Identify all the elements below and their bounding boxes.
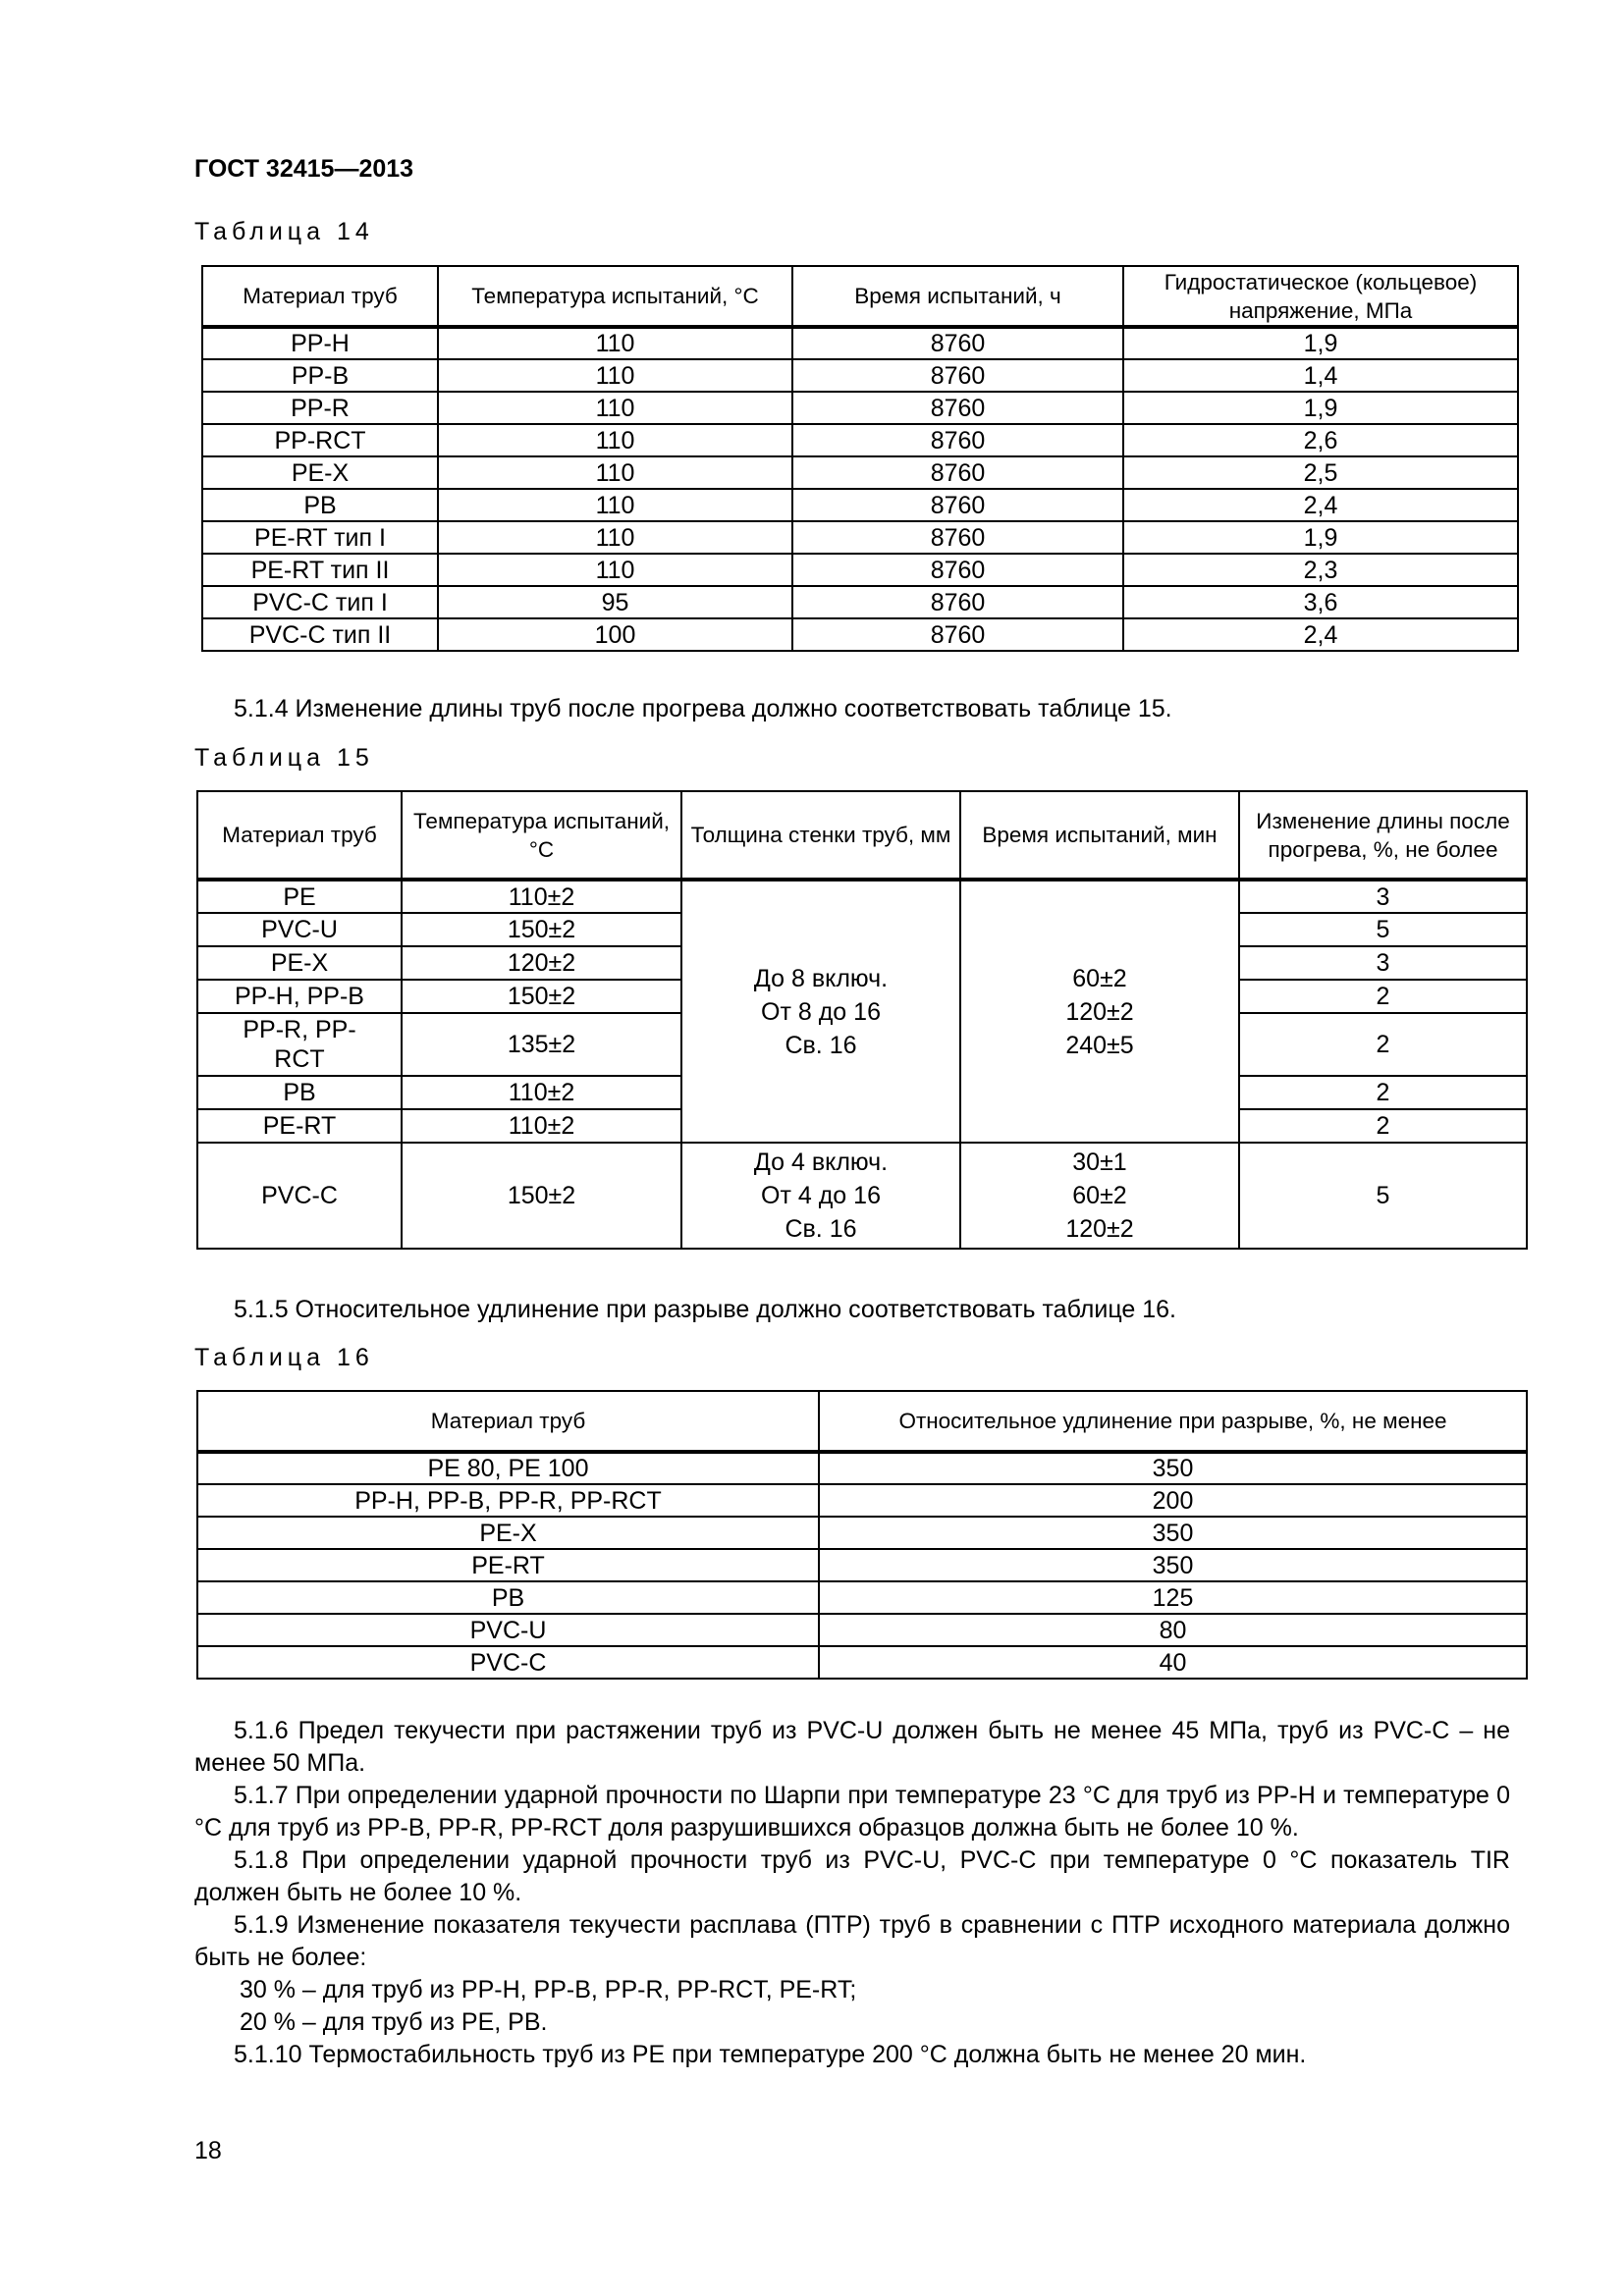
table-cell: PP-H	[202, 327, 438, 359]
table-cell: 8760	[792, 327, 1123, 359]
table-row	[202, 586, 1518, 618]
table-cell: 110	[438, 424, 792, 456]
table-row	[197, 1517, 1527, 1549]
table-cell: PE-X	[197, 1517, 819, 1549]
table-cell: PVC-U	[197, 1614, 819, 1646]
list-item: 30 % – для труб из PP-H, PP-B, PP-R, PP-RCT, PE-RT;	[240, 1976, 857, 2003]
table-row	[197, 1452, 1527, 1484]
table-header-cell: Изменение длины после прогрева, %, не более	[1239, 791, 1527, 880]
table-row	[202, 456, 1518, 489]
table-cell: 2,4	[1123, 489, 1518, 521]
paragraph-5-1-5	[194, 1294, 1510, 1326]
table-14-caption: Таблица 14	[194, 218, 374, 245]
table-cell: 110±2	[402, 1109, 681, 1143]
table-cell: 150±2	[402, 980, 681, 1013]
table-cell: 3	[1239, 946, 1527, 980]
table-cell: 110	[438, 456, 792, 489]
table-cell	[681, 1143, 960, 1249]
table-row	[197, 880, 1527, 913]
table-cell: PP-RCT	[202, 424, 438, 456]
table-cell: PB	[202, 489, 438, 521]
table-cell: 1,4	[1123, 359, 1518, 392]
table-cell: 150±2	[402, 913, 681, 946]
table-header-cell: Температура испытаний, °С	[438, 266, 792, 327]
table-cell: PB	[197, 1076, 402, 1109]
table-cell: PVC-C тип I	[202, 586, 438, 618]
table-row	[202, 392, 1518, 424]
table-cell: PE 80, PE 100	[197, 1452, 819, 1484]
table-cell: PP-H, PP-B, PP-R, PP-RCT	[197, 1484, 819, 1517]
table-header-cell: Температура испытаний, °С	[402, 791, 681, 880]
paragraph-5-1-8: 5.1.8 При определении ударной прочности труб из PVC-U, PVC-C при температуре 0 °С показатель TIR должен быть не более 10 %.	[194, 1846, 1510, 1906]
table-cell-line: От 4 до 16	[761, 1182, 881, 1209]
table-cell: 40	[819, 1646, 1527, 1679]
table-cell: 3	[1239, 880, 1527, 913]
paragraph-text: 5.1.4 Изменение длины труб после прогрева должно соответствовать таблице 15.	[234, 695, 1172, 722]
table-cell: 1,9	[1123, 521, 1518, 554]
table-cell: 8760	[792, 489, 1123, 521]
paragraph-text: 5.1.5 Относительное удлинение при разрыве должно соответствовать таблице 16.	[234, 1296, 1176, 1323]
table-cell: 8760	[792, 392, 1123, 424]
table-14	[201, 265, 1519, 652]
table-row	[197, 1581, 1527, 1614]
table-cell: 350	[819, 1517, 1527, 1549]
paragraph-5-1-9: 5.1.9 Изменение показателя текучести расплава (ПТР) труб в сравнении с ПТР исходного материала должно быть не более:	[194, 1911, 1510, 1971]
table-16	[196, 1390, 1528, 1680]
table-row	[202, 521, 1518, 554]
table-cell: PE-RT тип I	[202, 521, 438, 554]
table-cell: PVC-C	[197, 1646, 819, 1679]
table-16-body	[197, 1452, 1527, 1679]
table-row	[202, 327, 1518, 359]
table-16-caption: Таблица 16	[194, 1344, 374, 1371]
table-14-body	[202, 327, 1518, 651]
table-row	[202, 424, 1518, 456]
table-cell: 110	[438, 392, 792, 424]
table-cell: 95	[438, 586, 792, 618]
table-cell: PE-RT	[197, 1109, 402, 1143]
table-cell-line: 30±1	[1072, 1148, 1127, 1176]
table-row	[197, 1646, 1527, 1679]
table-cell: 8760	[792, 424, 1123, 456]
table-header-cell: Гидростатическое (кольцевое) напряжение, МПа	[1123, 266, 1518, 327]
table-row	[197, 1549, 1527, 1581]
table-cell: 5	[1239, 913, 1527, 946]
table-cell: 8760	[792, 521, 1123, 554]
table-cell: 350	[819, 1452, 1527, 1484]
table-cell: 2,6	[1123, 424, 1518, 456]
document-title: ГОСТ 32415—2013	[194, 155, 414, 183]
table-cell: 8760	[792, 618, 1123, 651]
table-cell-line: До 8 включ.	[753, 964, 889, 992]
table-row	[202, 618, 1518, 651]
table-cell: PP-R	[202, 392, 438, 424]
table-header-cell: Время испытаний, ч	[792, 266, 1123, 327]
table-cell: 120±2	[402, 946, 681, 980]
table-cell: 1,9	[1123, 392, 1518, 424]
table-cell: PVC-C тип II	[202, 618, 438, 651]
table-cell: PB	[197, 1581, 819, 1614]
table-header-cell: Материал труб	[197, 791, 402, 880]
table-cell-line: Св. 16	[785, 1031, 857, 1059]
table-cell: 2	[1239, 1076, 1527, 1109]
table-cell: PP-B	[202, 359, 438, 392]
table-cell-line: 60±2	[1072, 964, 1127, 992]
table-cell: 135±2	[402, 1013, 681, 1076]
table-cell-line: Св. 16	[785, 1215, 857, 1243]
table-row	[197, 1143, 1527, 1249]
table-cell-line: 120±2	[1065, 997, 1134, 1026]
table-cell-line: 240±5	[1065, 1031, 1134, 1059]
table-row	[202, 359, 1518, 392]
paragraph-5-1-4	[194, 693, 1510, 725]
table-cell-thickness-group	[681, 880, 960, 1143]
table-cell: 110±2	[402, 880, 681, 913]
table-cell: 2	[1239, 1013, 1527, 1076]
table-cell: 2,5	[1123, 456, 1518, 489]
table-cell: PVC-C	[197, 1143, 402, 1249]
table-15-caption: Таблица 15	[194, 744, 374, 772]
table-cell: 1,9	[1123, 327, 1518, 359]
table-cell: 80	[819, 1614, 1527, 1646]
table-cell: 110	[438, 554, 792, 586]
table-cell: 8760	[792, 456, 1123, 489]
table-cell: 110	[438, 489, 792, 521]
table-cell-time-group	[960, 880, 1239, 1143]
table-cell: 2	[1239, 1109, 1527, 1143]
table-cell: PP-R, PP-RCT	[197, 1013, 402, 1076]
table-cell: 8760	[792, 586, 1123, 618]
table-cell: 110±2	[402, 1076, 681, 1109]
table-row	[197, 1484, 1527, 1517]
table-cell	[960, 1143, 1239, 1249]
table-cell: 8760	[792, 359, 1123, 392]
paragraph-5-1-7: 5.1.7 При определении ударной прочности по Шарпи при температуре 23 °С для труб из PP-H и температуре 0 °С для труб из PP-B, PP-R, PP-RCT доля разрушившихся образцов должна быть не более 10 %.	[194, 1782, 1510, 1842]
paragraph-5-1-6: 5.1.6 Предел текучести при растяжении труб из PVC-U должен быть не менее 45 МПа, труб из PVC-C – не менее 50 МПа.	[194, 1717, 1510, 1777]
table-cell: 100	[438, 618, 792, 651]
table-cell: PE-RT	[197, 1549, 819, 1581]
table-cell: PE-X	[197, 946, 402, 980]
table-cell: 125	[819, 1581, 1527, 1614]
table-cell: 350	[819, 1549, 1527, 1581]
table-row	[197, 1614, 1527, 1646]
page-number: 18	[194, 2137, 222, 2164]
table-row	[202, 554, 1518, 586]
table-cell-line: От 8 до 16	[761, 997, 881, 1026]
paragraph-5-1-10: 5.1.10 Термостабильность труб из PE при температуре 200 °С должна быть не менее 20 мин.	[234, 2041, 1307, 2068]
table-cell: 110	[438, 327, 792, 359]
table-header-cell: Материал труб	[202, 266, 438, 327]
table-cell-line: 120±2	[1065, 1215, 1134, 1243]
table-row	[202, 489, 1518, 521]
table-cell: PE	[197, 880, 402, 913]
table-cell: PVC-U	[197, 913, 402, 946]
table-cell: 3,6	[1123, 586, 1518, 618]
table-cell-line: 60±2	[1072, 1182, 1127, 1209]
table-cell: PE-RT тип II	[202, 554, 438, 586]
table-header-cell: Материал труб	[197, 1391, 819, 1452]
table-header-cell: Время испытаний, мин	[960, 791, 1239, 880]
table-15	[196, 790, 1528, 1250]
table-header-cell: Относительное удлинение при разрыве, %, не менее	[819, 1391, 1527, 1452]
table-cell: 2	[1239, 980, 1527, 1013]
table-cell: 2,4	[1123, 618, 1518, 651]
table-cell-line: До 4 включ.	[753, 1148, 889, 1176]
table-cell: 8760	[792, 554, 1123, 586]
table-cell: 110	[438, 359, 792, 392]
table-cell: 5	[1239, 1143, 1527, 1249]
table-cell: 150±2	[402, 1143, 681, 1249]
table-cell: 200	[819, 1484, 1527, 1517]
table-cell: PP-H, PP-B	[197, 980, 402, 1013]
table-header-cell: Толщина стенки труб, мм	[681, 791, 960, 880]
table-cell: 2,3	[1123, 554, 1518, 586]
paragraphs-block	[194, 1715, 1510, 2071]
list-item: 20 % – для труб из PE, PB.	[240, 2008, 548, 2036]
table-cell: PE-X	[202, 456, 438, 489]
table-cell: 110	[438, 521, 792, 554]
